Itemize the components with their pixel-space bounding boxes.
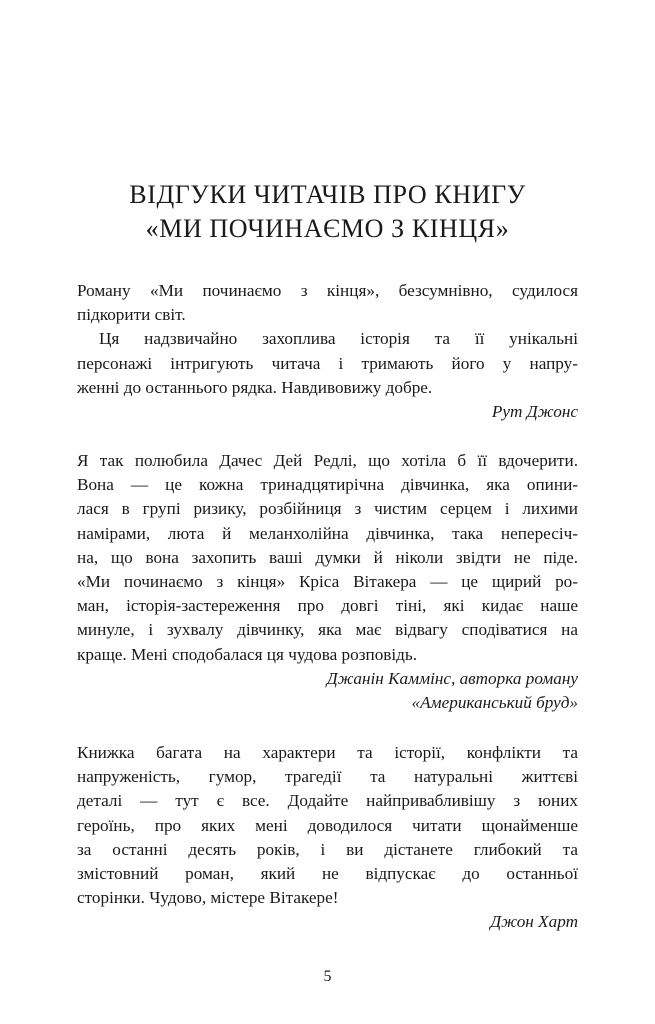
- page-number: 5: [323, 968, 332, 985]
- review-line: героїнь, про яких мені доводилося читати щонайменше: [77, 815, 578, 835]
- review-line: лася в групі ризику, розбійниця з чистим серцем і лихими: [77, 499, 578, 519]
- review-john-hart: [77, 741, 578, 935]
- review-line: Я так полюбила Дачес Дей Редлі, що хотіла б її вдочерити.: [77, 451, 578, 470]
- review-line: Ця надзвичайно захоплива історія та її унікальні: [99, 329, 578, 349]
- review-ruth-jones: [77, 279, 578, 424]
- review-author: Джанін Каммінс, авторка роману: [326, 668, 578, 688]
- page-title: [60, 178, 595, 246]
- review-line: «Ми починаємо з кінця» Кріса Вітакера — це щирий ро-: [77, 572, 578, 592]
- title-line-1: ВІДГУКИ ЧИТАЧІВ ПРО КНИГУ: [129, 180, 526, 209]
- review-line: минуле, і зухвалу дівчинку, яка має відвагу сподіватися на: [77, 620, 578, 640]
- review-author-book: «Американський бруд»: [411, 693, 578, 713]
- review-line: напруженість, гумор, трагедії та натуральні життєві: [77, 767, 578, 787]
- review-line: підкорити світ.: [77, 305, 186, 325]
- review-line: ман, історія-застереження про довгі тіні, які кидає наше: [77, 596, 578, 616]
- review-line: краще. Мені сподобалася ця чудова розповідь.: [77, 644, 418, 664]
- review-line: намірами, люта й меланхолійна дівчинка, така непересіч-: [77, 523, 578, 543]
- review-line: на, що вона захопить ваші думки й ніколи звідти не піде.: [77, 547, 578, 567]
- review-line: Книжка багата на характери та історії, конфлікти та: [77, 743, 578, 762]
- review-jeanine-cummins: [77, 449, 578, 715]
- review-line: деталі — тут є все. Додайте найпривабливішу з юних: [77, 791, 578, 811]
- review-line: персонажі інтригують читача і тримають його у напру-: [77, 353, 578, 373]
- review-author: Джон Харт: [490, 912, 578, 932]
- review-line: сторінки. Чудово, містере Вітакере!: [77, 888, 339, 908]
- review-line: женні до останнього рядка. Навдивовижу добре.: [77, 377, 433, 397]
- review-author: Рут Джонс: [491, 402, 578, 422]
- review-line: Вона — це кожна тринадцятирічна дівчинка, яка опини-: [77, 475, 578, 495]
- review-line: за останні десять років, і ви дістанете глибокий та: [77, 839, 578, 859]
- review-line: Роману «Ми починаємо з кінця», безсумнівно, судилося: [77, 281, 578, 300]
- title-line-2: «МИ ПОЧИНАЄМО З КІНЦЯ»: [145, 214, 510, 243]
- review-line: змістовний роман, який не відпускає до останньої: [77, 864, 578, 884]
